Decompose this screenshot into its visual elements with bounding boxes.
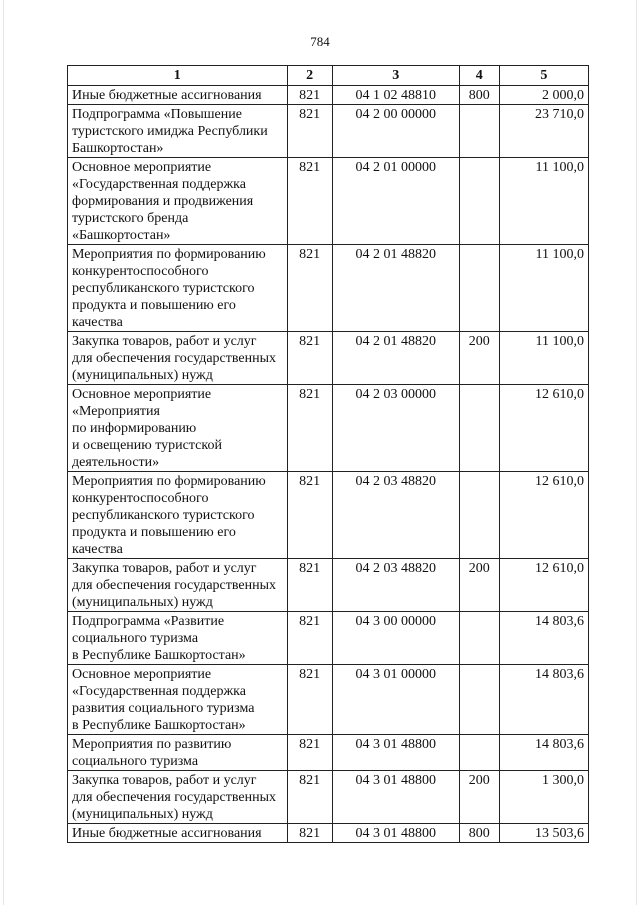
table-row — [68, 735, 589, 771]
row-name: Иные бюджетные ассигнования — [68, 824, 288, 843]
row-expense-type — [459, 472, 499, 559]
row-code: 821 — [287, 86, 332, 105]
row-expense-type — [459, 665, 499, 735]
scan-edge-left — [3, 0, 4, 905]
row-name: Основное мероприятие «Мероприятия по информированию и освещению туристской деятельности» — [68, 385, 288, 472]
row-target-code: 04 2 01 48820 — [332, 332, 459, 385]
row-code: 821 — [287, 105, 332, 158]
row-target-code: 04 2 00 00000 — [332, 105, 459, 158]
row-amount: 2 000,0 — [499, 86, 588, 105]
table-body — [68, 86, 589, 843]
row-name: Мероприятия по развитию социального туризма — [68, 735, 288, 771]
table-header — [68, 66, 589, 86]
row-name: Основное мероприятие «Государственная поддержка формирования и продвижения туристского бренда «Башкортостан» — [68, 158, 288, 245]
row-code: 821 — [287, 158, 332, 245]
row-expense-type — [459, 612, 499, 665]
row-name: Мероприятия по формированию конкурентоспособного республиканского туристского продукта и повышению его качества — [68, 245, 288, 332]
row-amount: 11 100,0 — [499, 245, 588, 332]
row-target-code: 04 2 03 00000 — [332, 385, 459, 472]
row-code: 821 — [287, 385, 332, 472]
table-row — [68, 332, 589, 385]
row-code: 821 — [287, 665, 332, 735]
row-target-code: 04 3 01 48800 — [332, 824, 459, 843]
row-expense-type: 200 — [459, 332, 499, 385]
row-amount: 14 803,6 — [499, 612, 588, 665]
table-row — [68, 245, 589, 332]
row-code: 821 — [287, 472, 332, 559]
row-name: Подпрограмма «Повышение туристского имиджа Республики Башкортостан» — [68, 105, 288, 158]
table-row — [68, 559, 589, 612]
table-row — [68, 158, 589, 245]
table-row — [68, 612, 589, 665]
row-target-code: 04 2 01 00000 — [332, 158, 459, 245]
row-amount: 14 803,6 — [499, 665, 588, 735]
table-row — [68, 665, 589, 735]
row-amount: 23 710,0 — [499, 105, 588, 158]
row-target-code: 04 2 01 48820 — [332, 245, 459, 332]
row-target-code: 04 2 03 48820 — [332, 472, 459, 559]
row-expense-type — [459, 158, 499, 245]
row-amount: 14 803,6 — [499, 735, 588, 771]
row-code: 821 — [287, 612, 332, 665]
header-row — [68, 66, 589, 86]
table-row — [68, 105, 589, 158]
row-name: Подпрограмма «Развитие социального туризма в Республике Башкортостан» — [68, 612, 288, 665]
row-amount: 12 610,0 — [499, 472, 588, 559]
row-amount: 13 503,6 — [499, 824, 588, 843]
row-expense-type: 200 — [459, 559, 499, 612]
row-code: 821 — [287, 559, 332, 612]
row-expense-type: 800 — [459, 86, 499, 105]
row-target-code: 04 1 02 48810 — [332, 86, 459, 105]
scan-edge-right — [636, 0, 637, 905]
table-row — [68, 771, 589, 824]
row-amount: 1 300,0 — [499, 771, 588, 824]
row-expense-type — [459, 385, 499, 472]
row-amount: 12 610,0 — [499, 559, 588, 612]
row-amount: 11 100,0 — [499, 332, 588, 385]
column-header-4: 4 — [459, 66, 499, 86]
table-row — [68, 472, 589, 559]
row-amount: 12 610,0 — [499, 385, 588, 472]
table-row — [68, 824, 589, 843]
row-target-code: 04 3 00 00000 — [332, 612, 459, 665]
row-target-code: 04 3 01 48800 — [332, 735, 459, 771]
row-expense-type — [459, 735, 499, 771]
row-expense-type: 800 — [459, 824, 499, 843]
row-target-code: 04 2 03 48820 — [332, 559, 459, 612]
row-name: Закупка товаров, работ и услуг для обеспечения государственных (муниципальных) нужд — [68, 332, 288, 385]
row-code: 821 — [287, 735, 332, 771]
column-header-2: 2 — [287, 66, 332, 86]
row-code: 821 — [287, 245, 332, 332]
column-header-1: 1 — [68, 66, 288, 86]
row-amount: 11 100,0 — [499, 158, 588, 245]
row-target-code: 04 3 01 48800 — [332, 771, 459, 824]
row-code: 821 — [287, 332, 332, 385]
column-header-3: 3 — [332, 66, 459, 86]
row-expense-type — [459, 105, 499, 158]
row-expense-type — [459, 245, 499, 332]
table-row — [68, 385, 589, 472]
row-expense-type: 200 — [459, 771, 499, 824]
page-number: 784 — [310, 34, 330, 49]
row-name: Иные бюджетные ассигнования — [68, 86, 288, 105]
budget-table — [67, 65, 589, 843]
row-code: 821 — [287, 771, 332, 824]
row-target-code: 04 3 01 00000 — [332, 665, 459, 735]
row-name: Закупка товаров, работ и услуг для обеспечения государственных (муниципальных) нужд — [68, 771, 288, 824]
row-name: Мероприятия по формированию конкурентоспособного республиканского туристского продукта и повышению его качества — [68, 472, 288, 559]
column-header-5: 5 — [499, 66, 588, 86]
row-code: 821 — [287, 824, 332, 843]
row-name: Основное мероприятие «Государственная поддержка развития социального туризма в Республике Башкортостан» — [68, 665, 288, 735]
table-row — [68, 86, 589, 105]
row-name: Закупка товаров, работ и услуг для обеспечения государственных (муниципальных) нужд — [68, 559, 288, 612]
